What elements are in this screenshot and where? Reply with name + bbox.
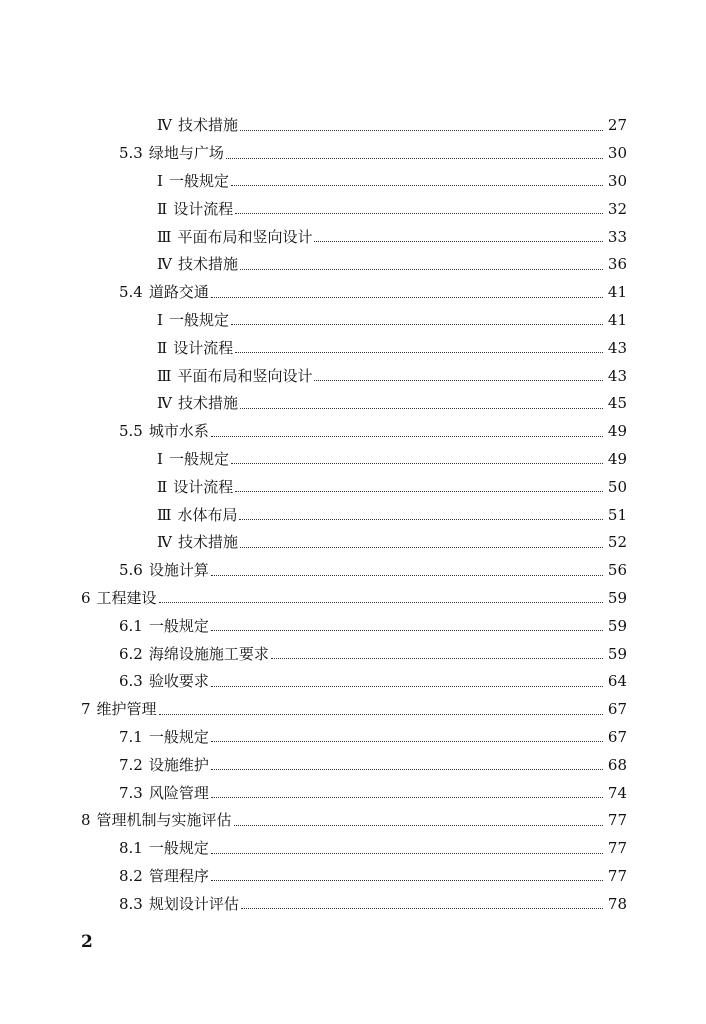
toc-entry[interactable] bbox=[119, 418, 627, 446]
toc-entry-text: 规划设计评估 bbox=[148, 894, 239, 913]
toc-entry-text: 验收要求 bbox=[148, 672, 209, 691]
dot-leader bbox=[159, 602, 603, 603]
toc-entry-number: 8.3 bbox=[119, 894, 143, 913]
toc-entry[interactable] bbox=[119, 724, 627, 752]
toc-entry-page: 49 bbox=[607, 449, 627, 468]
toc-entry[interactable] bbox=[119, 863, 627, 891]
toc-entry[interactable] bbox=[157, 334, 627, 362]
toc-entry-page: 50 bbox=[607, 477, 627, 496]
toc-entry-page: 51 bbox=[607, 505, 627, 524]
toc-entry-title bbox=[81, 813, 234, 828]
toc-entry-number: Ⅱ bbox=[157, 338, 168, 357]
toc-entry-text: 一般规定 bbox=[148, 727, 209, 746]
toc-entry[interactable] bbox=[157, 473, 627, 501]
toc-entry-text: 设施维护 bbox=[148, 755, 209, 774]
toc-entry-text: 一般规定 bbox=[148, 616, 209, 635]
toc-entry-page: 30 bbox=[607, 171, 627, 190]
toc-entry-number: Ⅰ bbox=[157, 171, 163, 190]
toc-entry-number: 5.3 bbox=[119, 144, 143, 163]
toc-entry-title bbox=[119, 644, 271, 663]
toc-entry-text: 维护管理 bbox=[96, 700, 157, 719]
dot-leader bbox=[211, 630, 603, 631]
toc-entry[interactable] bbox=[157, 362, 627, 390]
toc-entry[interactable] bbox=[157, 168, 627, 196]
toc-entry[interactable] bbox=[119, 612, 627, 640]
toc-entry[interactable] bbox=[119, 640, 627, 668]
toc-entry-title bbox=[157, 171, 231, 190]
toc-entry-title bbox=[119, 841, 211, 856]
toc-entry-title bbox=[81, 588, 159, 607]
toc-entry[interactable] bbox=[157, 501, 627, 529]
toc-entry-number: Ⅳ bbox=[157, 255, 172, 274]
toc-entry-page: 77 bbox=[607, 811, 627, 830]
toc-entry-text: 平面布局和竖向设计 bbox=[177, 366, 313, 385]
dot-leader bbox=[211, 436, 603, 437]
toc-entry-page: 68 bbox=[607, 755, 627, 774]
dot-leader bbox=[239, 519, 603, 520]
toc-entry-number: 6.3 bbox=[119, 672, 143, 691]
toc-entry[interactable] bbox=[157, 251, 627, 279]
dot-leader bbox=[211, 575, 603, 576]
toc-entry-number: Ⅲ bbox=[157, 366, 172, 385]
dot-leader bbox=[314, 241, 603, 242]
toc-entry-number: 8 bbox=[81, 811, 91, 830]
toc-entry-page: 43 bbox=[607, 338, 627, 357]
toc-entry-page: 43 bbox=[607, 366, 627, 385]
toc-entry-page: 36 bbox=[607, 255, 627, 274]
toc-entry-title bbox=[157, 257, 240, 272]
toc-entry-text: 一般规定 bbox=[168, 449, 229, 468]
toc-entry[interactable] bbox=[119, 890, 627, 918]
toc-entry-page: 27 bbox=[607, 116, 627, 135]
toc-entry-page: 67 bbox=[607, 727, 627, 746]
dot-leader bbox=[234, 825, 603, 826]
toc-entry-number: Ⅲ bbox=[157, 227, 172, 246]
toc-entry[interactable] bbox=[157, 529, 627, 557]
toc-entry-title bbox=[119, 727, 211, 746]
page-number: 2 bbox=[81, 932, 93, 952]
toc-entry-number: 8.1 bbox=[119, 839, 143, 858]
toc-entry[interactable] bbox=[157, 223, 627, 251]
toc-entry[interactable] bbox=[119, 779, 627, 807]
dot-leader bbox=[231, 185, 603, 186]
toc-entry-text: 技术措施 bbox=[178, 533, 239, 552]
toc-entry-title bbox=[157, 535, 240, 550]
toc-entry-number: 8.2 bbox=[119, 866, 143, 885]
toc-entry-number: 7.3 bbox=[119, 783, 143, 802]
toc-entry-page: 67 bbox=[607, 700, 627, 719]
toc-entry-number: Ⅳ bbox=[157, 116, 172, 135]
toc-entry-text: 城市水系 bbox=[148, 422, 209, 441]
toc-entry-title bbox=[119, 285, 211, 300]
dot-leader bbox=[241, 908, 603, 909]
toc-entry[interactable] bbox=[81, 585, 627, 613]
toc-entry-title bbox=[157, 449, 231, 468]
dot-leader bbox=[211, 853, 603, 854]
toc-entry-page: 78 bbox=[607, 894, 627, 913]
dot-leader bbox=[211, 741, 603, 742]
toc-entry-title bbox=[119, 894, 241, 913]
toc-entry-page: 41 bbox=[607, 283, 627, 302]
toc-entry-title bbox=[157, 396, 240, 411]
toc-entry-title bbox=[157, 118, 240, 133]
toc-entry-number: Ⅳ bbox=[157, 394, 172, 413]
toc-entry-title bbox=[157, 199, 235, 218]
toc-entry-title bbox=[157, 310, 231, 329]
toc-entry-number: 7 bbox=[81, 700, 91, 719]
toc-entry-text: 设计流程 bbox=[173, 477, 234, 496]
toc-entry-title bbox=[119, 755, 211, 774]
toc-entry-text: 平面布局和竖向设计 bbox=[177, 227, 313, 246]
toc-entry[interactable] bbox=[157, 195, 627, 223]
toc-entry-page: 49 bbox=[607, 422, 627, 441]
toc-entry-number: Ⅳ bbox=[157, 533, 172, 552]
toc-entry-title bbox=[119, 146, 226, 161]
dot-leader bbox=[235, 213, 603, 214]
toc-entry-page: 52 bbox=[607, 533, 627, 552]
toc-entry-number: 6.1 bbox=[119, 616, 143, 635]
toc-entry-title bbox=[119, 563, 211, 578]
toc-entry-text: 风险管理 bbox=[148, 783, 209, 802]
toc-entry-page: 59 bbox=[607, 644, 627, 663]
dot-leader bbox=[211, 297, 603, 298]
toc-entry[interactable] bbox=[119, 140, 627, 168]
dot-leader bbox=[240, 547, 603, 548]
toc-entry-title bbox=[119, 674, 211, 689]
toc-entry-text: 绿地与广场 bbox=[148, 144, 224, 163]
toc-entry-number: Ⅰ bbox=[157, 449, 163, 468]
toc-entry-number: 7.1 bbox=[119, 727, 143, 746]
toc-entry-page: 33 bbox=[607, 227, 627, 246]
dot-leader bbox=[231, 463, 603, 464]
toc-entry-title bbox=[119, 783, 211, 802]
toc-entry-text: 设计流程 bbox=[173, 338, 234, 357]
dot-leader bbox=[159, 714, 603, 715]
toc-entry-page: 56 bbox=[607, 561, 627, 580]
toc-entry-number: 7.2 bbox=[119, 755, 143, 774]
toc-entry[interactable] bbox=[81, 807, 627, 835]
toc-entry[interactable] bbox=[81, 696, 627, 724]
dot-leader bbox=[314, 380, 603, 381]
toc-entry-number: 6 bbox=[81, 588, 91, 607]
toc-entry-text: 一般规定 bbox=[148, 839, 209, 858]
toc-entry-title bbox=[157, 505, 239, 524]
toc-entry[interactable] bbox=[157, 390, 627, 418]
dot-leader bbox=[271, 658, 603, 659]
toc-entry-text: 技术措施 bbox=[178, 255, 239, 274]
toc-entry-number: Ⅱ bbox=[157, 199, 168, 218]
toc-entry-page: 30 bbox=[607, 144, 627, 163]
toc-entry-title bbox=[157, 477, 235, 496]
toc-entry-text: 水体布局 bbox=[177, 505, 238, 524]
toc-entry-title bbox=[157, 366, 314, 385]
toc-entry-page: 45 bbox=[607, 394, 627, 413]
table-of-contents bbox=[0, 112, 706, 918]
toc-entry-number: 5.5 bbox=[119, 422, 143, 441]
dot-leader bbox=[211, 686, 603, 687]
toc-entry-page: 41 bbox=[607, 310, 627, 329]
toc-entry-title bbox=[119, 616, 211, 635]
dot-leader bbox=[211, 880, 603, 881]
toc-entry-text: 一般规定 bbox=[168, 171, 229, 190]
dot-leader bbox=[226, 158, 603, 159]
toc-entry-page: 59 bbox=[607, 588, 627, 607]
dot-leader bbox=[240, 130, 603, 131]
toc-entry-text: 技术措施 bbox=[178, 116, 239, 135]
toc-entry[interactable] bbox=[157, 307, 627, 335]
dot-leader bbox=[231, 324, 603, 325]
toc-entry-number: Ⅲ bbox=[157, 505, 172, 524]
toc-entry-text: 管理机制与实施评估 bbox=[96, 811, 232, 830]
dot-leader bbox=[240, 408, 603, 409]
toc-entry-page: 32 bbox=[607, 199, 627, 218]
toc-entry-text: 技术措施 bbox=[178, 394, 239, 413]
toc-entry[interactable] bbox=[157, 446, 627, 474]
toc-entry-number: 5.4 bbox=[119, 283, 143, 302]
toc-entry-title bbox=[119, 424, 211, 439]
toc-entry-number: Ⅱ bbox=[157, 477, 168, 496]
toc-entry-page: 74 bbox=[607, 783, 627, 802]
toc-entry-text: 设施计算 bbox=[148, 561, 209, 580]
toc-entry-number: I bbox=[157, 310, 163, 329]
toc-entry-title bbox=[157, 338, 235, 357]
toc-entry[interactable] bbox=[157, 112, 627, 140]
dot-leader bbox=[211, 797, 603, 798]
dot-leader bbox=[240, 269, 603, 270]
toc-entry-text: 道路交通 bbox=[148, 283, 209, 302]
toc-entry-page: 64 bbox=[607, 672, 627, 691]
toc-entry-page: 59 bbox=[607, 616, 627, 635]
toc-entry[interactable] bbox=[119, 557, 627, 585]
toc-entry-text: 管理程序 bbox=[148, 866, 209, 885]
toc-entry-text: 一般规定 bbox=[168, 310, 229, 329]
dot-leader bbox=[235, 491, 603, 492]
toc-entry-title bbox=[119, 866, 211, 885]
dot-leader bbox=[211, 769, 603, 770]
toc-entry-page: 77 bbox=[607, 839, 627, 858]
toc-entry-text: 工程建设 bbox=[96, 588, 157, 607]
toc-entry-text: 海绵设施施工要求 bbox=[148, 644, 269, 663]
toc-entry-number: 5.6 bbox=[119, 561, 143, 580]
dot-leader bbox=[235, 352, 603, 353]
toc-entry[interactable] bbox=[119, 279, 627, 307]
toc-entry[interactable] bbox=[119, 668, 627, 696]
toc-entry-title bbox=[157, 227, 314, 246]
toc-entry[interactable] bbox=[119, 835, 627, 863]
toc-entry-number: 6.2 bbox=[119, 644, 143, 663]
toc-entry[interactable] bbox=[119, 751, 627, 779]
toc-entry-text: 设计流程 bbox=[173, 199, 234, 218]
toc-entry-page: 77 bbox=[607, 866, 627, 885]
toc-entry-title bbox=[81, 702, 159, 717]
